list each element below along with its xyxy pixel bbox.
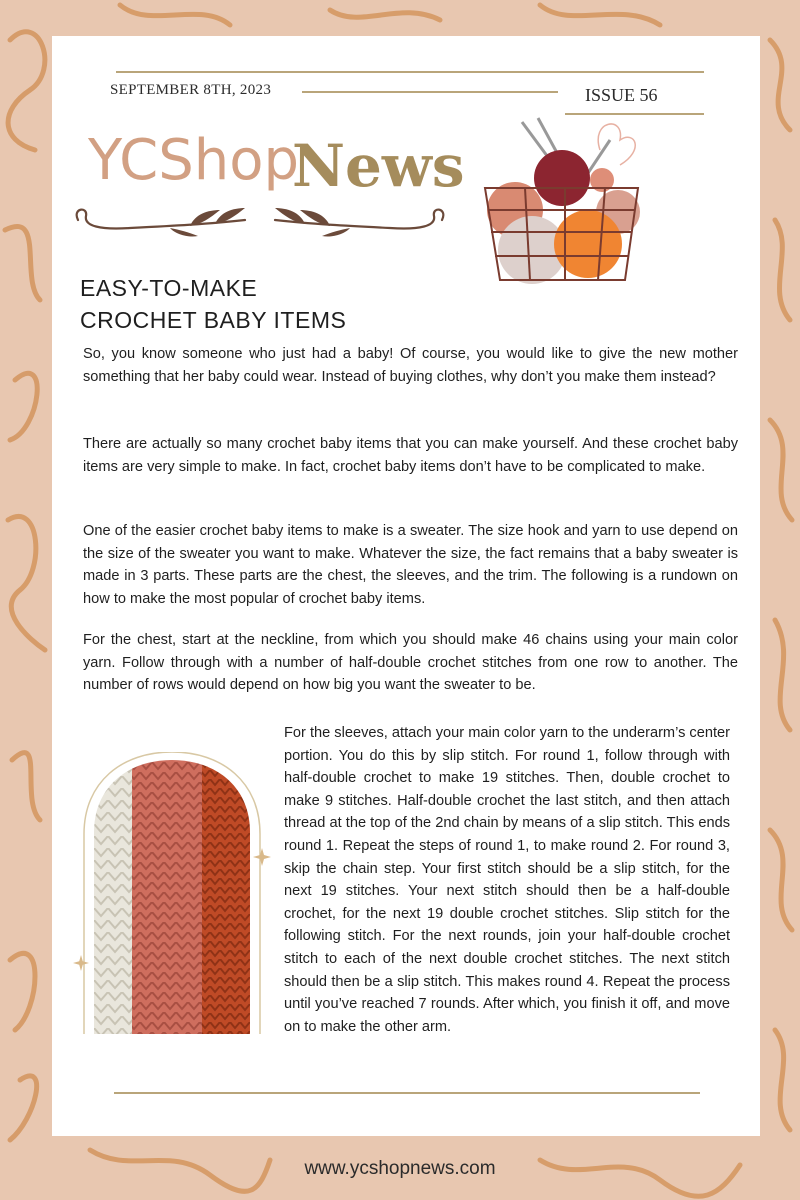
date-rule [302, 91, 558, 93]
headline-line-1: EASY-TO-MAKE [80, 275, 258, 301]
article-paragraph: One of the easier crochet baby items to make is a sweater. The size hook and yarn to use depend on the size of the sweater you want to make. Whatever the size, the fact remains that a baby sweater is made in 3 parts. These parts are the chest, the sleeves, and the trim. The following is a rundown on how to make the most popular of crochet baby items. [83, 523, 738, 607]
issue-date: SEPTEMBER 8TH, 2023 [110, 82, 272, 98]
sparkle-icon [73, 955, 89, 971]
crochet-fabric-image [80, 752, 262, 1034]
logo-news: News [292, 132, 465, 200]
article-paragraph: For the chest, start at the neckline, from which you should make 46 chains using your main color yarn. Follow through with a number of half-double crochet stitches from one row to another. The number of rows would depend on how big you want the sweater to be. [83, 632, 738, 694]
article-paragraph: So, you know someone who just had a baby! Of course, you would like to give the new mother something that her baby could wear. Instead of buying clothes, why don’t you make them instead? [83, 346, 738, 385]
bottom-rule [114, 1092, 700, 1094]
article-headline [80, 272, 346, 336]
yarn-basket-icon [470, 110, 650, 290]
leaf-flourish-icon [70, 200, 450, 250]
headline-line-2: CROCHET BABY ITEMS [80, 307, 347, 333]
sparkle-icon [253, 848, 271, 866]
issue-number: ISSUE 56 [585, 85, 658, 105]
article-paragraph: There are actually so many crochet baby items that you can make yourself. And these crochet baby items are very simple to make. In fact, crochet baby items don’t have to be complicated to make. [83, 436, 738, 475]
logo-ycshop: YCShop [88, 128, 300, 193]
sleeves-paragraph: For the sleeves, attach your main color yarn to the underarm’s center portion. You do this by slip stitch. For round 1, follow through with half-double crochet to make 19 stitches. Then, double crochet to make 9 stitches. Half-double crochet the last stitch, and then attach thread at the top of the 2nd chain by means of a slip stitch. This ends round 1. Repeat the steps of round 1, to make round 2. For round 3, skip the chain step. Your first stitch should be a slip stitch, for the next 19 stitches. Your next stitch should then be a half-double crochet, for the next 19 double crochet stitches. Slip stitch for the following stitch. For the next rounds, join your half-double crochet stitch to each of the next double crochet stitches. The next stitch should then be a slip stitch. This makes round 4. Repeat the process until you’ve reached 7 rounds. After which, you finish it off, and move on to make the other arm. [284, 725, 730, 1035]
footer-url[interactable]: www.ycshopnews.com [304, 1158, 496, 1179]
top-rule [116, 71, 704, 73]
